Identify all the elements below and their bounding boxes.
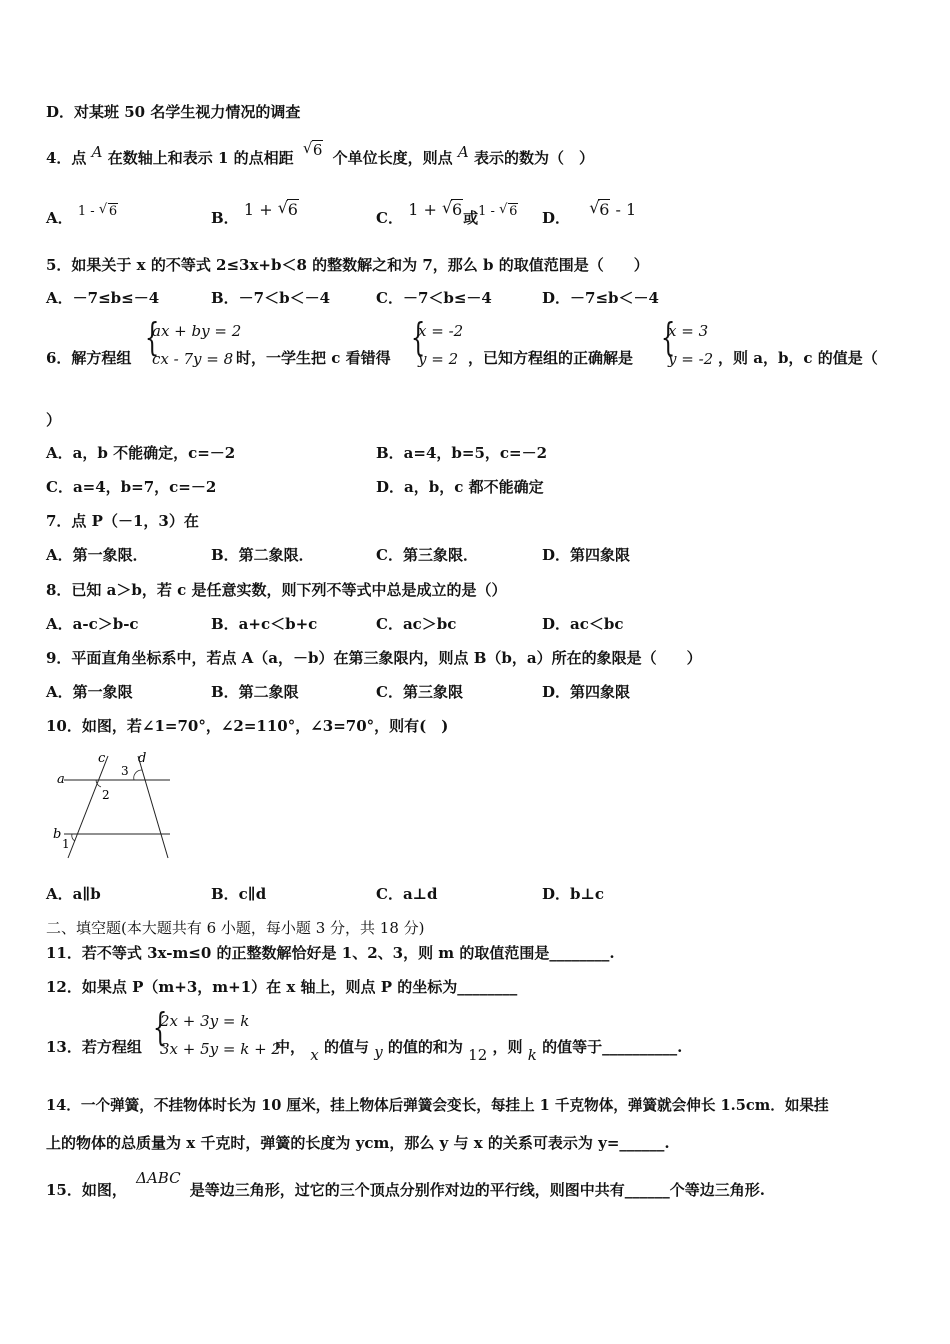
q15-triangle: ΔABC bbox=[136, 1169, 181, 1187]
q4-point-a2: A bbox=[457, 143, 469, 161]
q4-stem-part: 在数轴上和表示 1 的点相距 bbox=[107, 149, 294, 167]
q13-stem-p1: 13．若方程组 bbox=[46, 1038, 142, 1056]
q13-stem-part: 中， bbox=[275, 1038, 306, 1056]
q15-stem bbox=[46, 1169, 766, 1200]
q10-label-2: 2 bbox=[102, 788, 110, 802]
q6-option-d: D．a，b，c 都不能确定 bbox=[376, 478, 544, 496]
q4-option-d-tail: - 1 bbox=[610, 200, 637, 219]
q10-option-a: A．a∥b bbox=[46, 885, 101, 903]
q10-label-b: b bbox=[53, 827, 62, 842]
q10-option-b: B．c∥d bbox=[211, 885, 267, 903]
q4-option-c bbox=[376, 200, 518, 230]
q9-option-c: C．第三象限 bbox=[376, 683, 463, 701]
q9-option-d: D．第四象限 bbox=[542, 683, 631, 701]
q4-option-c-expr-text: 1 + bbox=[408, 200, 442, 219]
q4-sqrt6-value: 6 bbox=[312, 141, 323, 159]
q10-option-d: D．b⊥c bbox=[542, 885, 605, 903]
q6-system-2-row1: x = -2 bbox=[418, 322, 464, 340]
q9-option-b: B．第二象限 bbox=[211, 683, 299, 701]
q7-option-d: D．第四象限 bbox=[542, 546, 631, 564]
q5-option-c: C．－7＜b≤－4 bbox=[376, 289, 492, 307]
q10-label-d: d bbox=[138, 751, 147, 766]
q13-stem-part: 的值等于__________. bbox=[542, 1038, 683, 1056]
q4-option-a bbox=[46, 204, 118, 230]
q6-stem-p3: ，已知方程组的正确解是 bbox=[468, 349, 634, 367]
q15-stem-part: 15．如图， bbox=[46, 1181, 127, 1199]
q13-stem-part: 的值与 bbox=[323, 1038, 369, 1056]
q10-label-3: 3 bbox=[121, 764, 129, 778]
q5-option-a: A．－7≤b≤－4 bbox=[46, 289, 160, 307]
q13-sum-12: 12 bbox=[468, 1046, 488, 1064]
q6-option-a: A．a，b 不能确定，c=－2 bbox=[46, 444, 236, 462]
q6-stem-close: ） bbox=[46, 411, 62, 429]
q10-label-c: c bbox=[98, 751, 106, 766]
q10-line-d bbox=[138, 756, 168, 858]
q4-option-d-sqrt: 6 bbox=[599, 200, 610, 219]
q10-label-a: a bbox=[57, 772, 65, 787]
q6-system-3-row2: y = -2 bbox=[668, 350, 714, 368]
q5-stem: 5．如果关于 x 的不等式 2≤3x+b＜8 的整数解之和为 7，那么 b 的取值范围是（ ） bbox=[46, 256, 649, 274]
q14-line2: 上的物体的总质量为 x 千克时，弹簧的长度为 ycm，那么 y 与 x 的关系可表示为 y=______. bbox=[46, 1134, 670, 1152]
q6-system-3 bbox=[656, 315, 726, 372]
q13-var-y: y bbox=[374, 1043, 383, 1061]
section-2-title: 二、填空题(本大题共有 6 小题，每小题 3 分，共 18 分) bbox=[46, 919, 425, 937]
q6-stem-p4: ，则 a，b，c 的值是（ bbox=[718, 349, 878, 367]
q4-option-b-label: B． bbox=[211, 209, 239, 227]
q4-stem-part: 表示的数为（ ） bbox=[473, 149, 594, 167]
q9-stem: 9．平面直角坐标系中，若点 A（a，－b）在第三象限内，则点 B（b，a）所在的象限是（ ） bbox=[46, 649, 702, 667]
q10-stem: 10．如图，若∠1=70°，∠2=110°，∠3=70°，则有( ) bbox=[46, 717, 449, 735]
q4-option-a-label: A． bbox=[46, 209, 73, 227]
q13-stem-rest bbox=[275, 1037, 683, 1064]
q8-option-b: B．a+c＜b+c bbox=[211, 615, 318, 633]
q7-stem: 7．点 P（－1，3）在 bbox=[46, 512, 199, 530]
q4-option-c-expr2 bbox=[478, 204, 518, 219]
q13-system-row1: 2x + 3y = k bbox=[160, 1012, 250, 1030]
q10-figure bbox=[46, 748, 186, 866]
q4-option-c-expr2-text: 1 - bbox=[478, 204, 500, 219]
q13-stem-part: 的值的和为 bbox=[387, 1038, 463, 1056]
q13-system-row2: 3x + 5y = k + 2 bbox=[160, 1040, 281, 1058]
q10-angle-1-arc bbox=[72, 834, 75, 841]
q3-option-d: D．对某班 50 名学生视力情况的调查 bbox=[46, 103, 301, 121]
q4-option-c-expr bbox=[408, 200, 463, 219]
q8-option-d: D．ac＜bc bbox=[542, 615, 624, 633]
q4-stem-part: 4．点 bbox=[46, 149, 87, 167]
q7-option-c: C．第三象限． bbox=[376, 546, 478, 564]
q15-stem-part: 是等边三角形，过它的三个顶点分别作对边的平行线，则图中共有______个等边三角形. bbox=[189, 1181, 766, 1199]
q13-system bbox=[148, 1005, 281, 1064]
q6-system-1-row2: cx - 7y = 8 bbox=[152, 350, 234, 368]
q4-option-b-expr bbox=[244, 200, 299, 219]
q10-label-1: 1 bbox=[62, 837, 70, 851]
q6-system-1-brace: { bbox=[144, 315, 160, 359]
q7-option-b: B．第二象限． bbox=[211, 546, 314, 564]
q14-line1: 14．一个弹簧，不挂物体时长为 10 厘米，挂上物体后弹簧会变长，每挂上 1 千克物体，弹簧就会伸长 1.5cm．如果挂 bbox=[46, 1097, 829, 1114]
q8-option-a: A．a-c＞b-c bbox=[46, 615, 139, 633]
q4-option-b-sqrt: 6 bbox=[287, 200, 298, 219]
q12-stem: 12．如果点 P（m+3，m+1）在 x 轴上，则点 P 的坐标为________ bbox=[46, 978, 518, 996]
q9-option-a: A．第一象限 bbox=[46, 683, 133, 701]
q13-var-k: k bbox=[527, 1046, 537, 1064]
q5-option-d: D．－7≤b＜－4 bbox=[542, 289, 659, 307]
q4-option-a-expr-text: 1 - bbox=[77, 204, 99, 219]
q4-sqrt6 bbox=[303, 140, 324, 160]
q4-option-c-sqrt: 6 bbox=[451, 200, 463, 219]
q4-point-a: A bbox=[91, 143, 103, 161]
q4-option-d-expr bbox=[589, 200, 636, 219]
q8-option-c: C．ac＞bc bbox=[376, 615, 457, 633]
q6-stem-p1: 6．解方程组 bbox=[46, 349, 132, 367]
q6-system-2-row2: y = 2 bbox=[418, 350, 459, 368]
q4-option-c-or: 或 bbox=[463, 209, 479, 227]
q6-stem-p2: 时，一学生把 c 看错得 bbox=[236, 349, 391, 367]
q10-angle-3-arc bbox=[134, 770, 142, 780]
q6-system-3-brace: { bbox=[660, 315, 676, 359]
q10-option-c: C．a⊥d bbox=[376, 885, 438, 903]
q6-system-1 bbox=[140, 315, 242, 372]
q13-var-x: x bbox=[310, 1046, 319, 1064]
q4-option-c-sqrt2: 6 bbox=[509, 204, 518, 219]
q8-stem: 8．已知 a＞b，若 c 是任意实数，则下列不等式中总是成立的是（） bbox=[46, 581, 507, 599]
q13-stem-part: ，则 bbox=[492, 1038, 523, 1056]
q4-stem bbox=[46, 141, 594, 168]
q11-stem: 11．若不等式 3x-m≤0 的正整数解恰好是 1、2、3，则 m 的取值范围是________. bbox=[46, 944, 615, 962]
q4-option-a-expr bbox=[78, 204, 118, 219]
q6-system-2-brace: { bbox=[410, 315, 426, 359]
q6-system-2 bbox=[406, 315, 476, 372]
q4-option-d bbox=[542, 200, 637, 228]
q4-option-b bbox=[211, 200, 299, 228]
q7-option-a: A．第一象限． bbox=[46, 546, 148, 564]
q5-option-b: B．－7＜b＜－4 bbox=[211, 289, 331, 307]
q4-stem-part: 个单位长度，则点 bbox=[332, 149, 453, 167]
q6-system-3-row1: x = 3 bbox=[668, 322, 709, 340]
q13-system-brace: { bbox=[152, 1005, 168, 1049]
q6-option-b: B．a=4，b=5，c=－2 bbox=[376, 444, 548, 462]
q4-option-b-expr-text: 1 + bbox=[243, 200, 278, 219]
q6-option-c: C．a=4，b=7，c=－2 bbox=[46, 478, 217, 496]
q4-option-a-sqrt: 6 bbox=[108, 204, 118, 219]
q4-option-c-label: C． bbox=[376, 209, 403, 227]
q10-line-c bbox=[68, 756, 108, 858]
q6-system-1-row1: ax + by = 2 bbox=[152, 322, 242, 340]
q4-option-d-label: D． bbox=[542, 209, 571, 227]
